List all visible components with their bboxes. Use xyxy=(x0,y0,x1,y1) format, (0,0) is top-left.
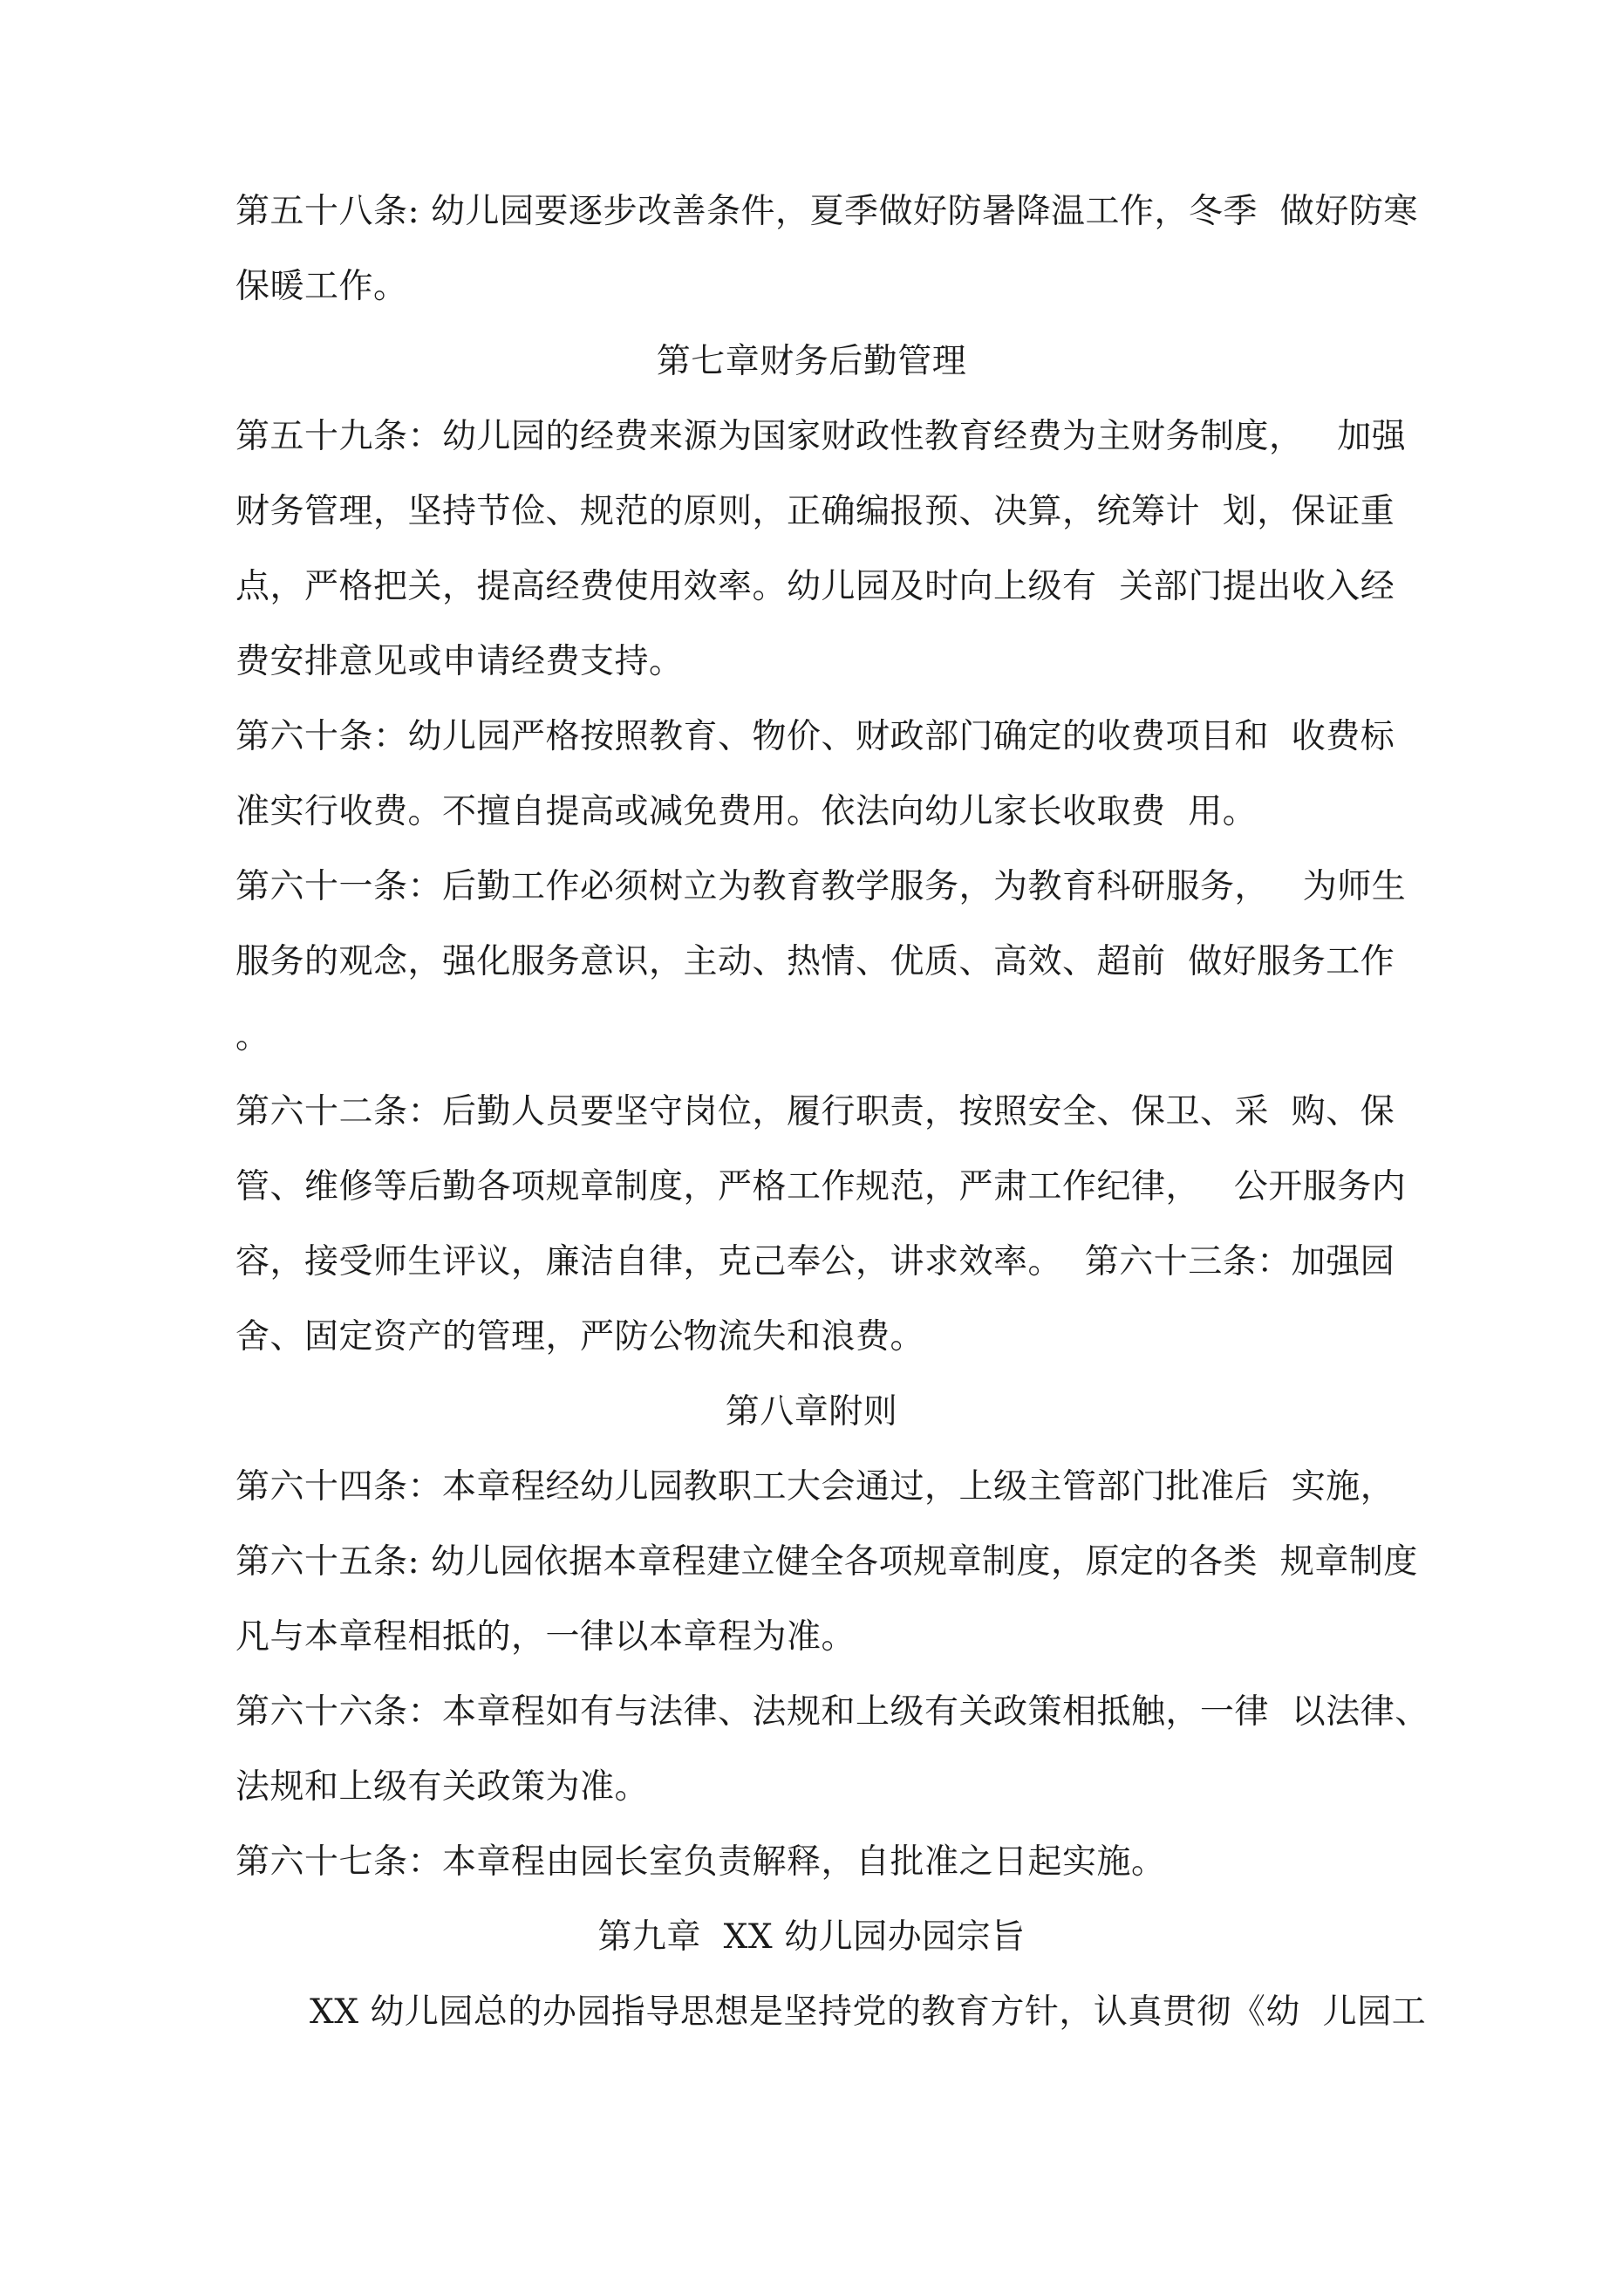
paragraph-line: 第六十六条：本章程如有与法律、法规和上级有关政策相抵触，一律 以法律、 xyxy=(235,1692,1429,1732)
paragraph-line: 舍、固定资产的管理，严防公物流失和浪费。 xyxy=(235,1317,925,1356)
paragraph-line: 第五十九条：幼儿园的经费来源为国家财政性教育经费为主财务制度， 加强 xyxy=(235,417,1407,456)
paragraph-line: 点，严格把关，提高经费使用效率。幼儿园及时向上级有 关部门提出收入经 xyxy=(235,567,1395,606)
paragraph-line: 财务管理，坚持节俭、规范的原则，正确编报预、决算，统筹计 划，保证重 xyxy=(235,492,1395,531)
paragraph-line: 第五十八条: 幼儿园要逐步改善条件，夏季做好防暑降温工作，冬季 做好防寒 xyxy=(235,192,1418,231)
paragraph-line: 准实行收费。不擅自提高或减免费用。依法向幼儿家长收取费 用。 xyxy=(235,792,1258,831)
paragraph-line: 第六十一条：后勤工作必须树立为教育教学服务，为教育科研服务， 为师生 xyxy=(235,867,1407,906)
paragraph-line: 第六十二条：后勤人员要坚守岗位，履行职责，按照安全、保卫、采 购、保 xyxy=(235,1092,1395,1131)
paragraph-line: 保暖工作。 xyxy=(235,267,408,306)
chapter-heading: 第八章附则 xyxy=(725,1392,898,1432)
paragraph-line: 容，接受师生评议，廉洁自律，克己奉公，讲求效率。 第六十三条：加强园 xyxy=(235,1242,1395,1281)
paragraph-line: 第六十条：幼儿园严格按照教育、物价、财政部门确定的收费项目和 收费标 xyxy=(235,717,1395,756)
chapter-heading: 第七章财务后勤管理 xyxy=(656,342,967,381)
paragraph-line: 。 xyxy=(235,1017,270,1056)
paragraph-line: 管、维修等后勤各项规章制度，严格工作规范，严肃工作纪律， 公开服务内 xyxy=(235,1167,1407,1206)
paragraph-line: 服务的观念，强化服务意识，主动、热情、优质、高效、超前 做好服务工作 xyxy=(235,942,1395,981)
paragraph-line: 费安排意见或申请经费支持。 xyxy=(235,642,684,681)
paragraph-line: 第六十五条: 幼儿园依据本章程建立健全各项规章制度，原定的各类 规章制度 xyxy=(235,1542,1418,1582)
chapter-heading: 第九章 XX 幼儿园办园宗旨 xyxy=(597,1917,1026,1957)
paragraph-line: XX 幼儿园总的办园指导思想是坚持党的教育方针，认真贯彻《幼 儿园工 xyxy=(310,1992,1427,2032)
paragraph-line: 第六十四条：本章程经幼儿园教职工大会通过，上级主管部门批准后 实施， xyxy=(235,1467,1395,1507)
paragraph-line: 法规和上级有关政策为准。 xyxy=(235,1767,650,1807)
paragraph-line: 凡与本章程相抵的，一律以本章程为准。 xyxy=(235,1617,856,1657)
paragraph-line: 第六十七条：本章程由园长室负责解释，自批准之日起实施。 xyxy=(235,1842,1166,1882)
